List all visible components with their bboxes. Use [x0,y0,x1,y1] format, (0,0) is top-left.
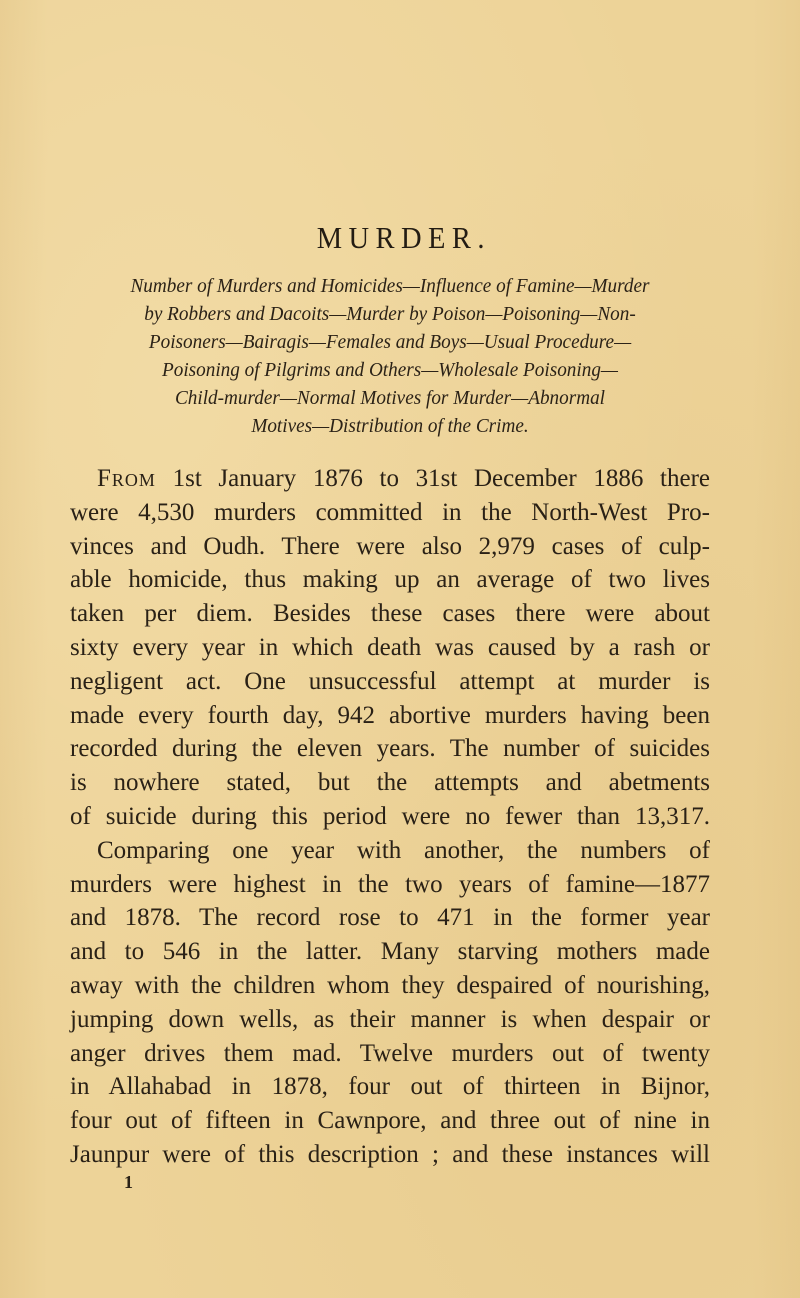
body-text [70,462,710,1172]
synopsis-line: Poisoners—Bairagis—Females and Boys—Usual Procedure— [148,331,632,353]
paragraph-2 [70,834,710,1172]
body-line: in Allahabad in 1878, four out of thirteen in Bijnor, [70,1073,710,1101]
opening-word: From [97,465,156,492]
chapter-title: MURDER. [316,220,491,255]
synopsis-line: Motives—Distribution of the Crime. [251,415,529,437]
chapter-synopsis [80,272,700,440]
body-line: made every fourth day, 942 abortive murders having been [70,701,710,729]
body-line: four out of fifteen in Cawnpore, and three out of nine in [70,1107,710,1135]
synopsis-line: Number of Murders and Homicides—Influence of Famine—Murder [130,275,650,297]
body-line: of suicide during this period were no fewer than 13,317. [70,802,710,830]
synopsis-line: Poisoning of Pilgrims and Others—Wholesale Poisoning— [162,359,618,381]
body-line: jumping down wells, as their manner is when despair or [70,1005,710,1033]
body-line: able homicide, thus making up an average of two lives [70,566,710,594]
body-line: vinces and Oudh. There were also 2,979 cases of culp- [70,532,710,560]
page-number: 1 [124,1172,133,1192]
body-line: were 4,530 murders committed in the North-West Pro- [70,498,710,526]
body-line: sixty every year in which death was caused by a rash or [70,633,710,661]
body-line: Jaunpur were of this description ; and these instances will [70,1140,710,1168]
synopsis-line: by Robbers and Dacoits—Murder by Poison—Poisoning—Non- [144,303,636,325]
first-line-rest: 1st January 1876 to 31st December 1886 there [155,465,710,492]
body-line: murders were highest in the two years of famine—1877 [70,870,710,898]
body-line: anger drives them mad. Twelve murders out of twenty [70,1039,710,1067]
body-line: Comparing one year with another, the numbers of [97,836,710,864]
body-line: negligent act. One unsuccessful attempt at murder is [70,667,710,695]
body-line: recorded during the eleven years. The number of suicides [70,735,710,763]
paragraph-1 [70,462,710,834]
body-line: and 1878. The record rose to 471 in the former year [70,904,710,932]
body-line: and to 546 in the latter. Many starving mothers made [70,938,710,966]
synopsis-line: Child-murder—Normal Motives for Murder—Abnormal [174,387,606,409]
body-line [70,462,710,496]
body-line: away with the children whom they despaired of nourishing, [70,971,710,999]
body-line: taken per diem. Besides these cases there were about [70,600,710,628]
body-line: is nowhere stated, but the attempts and abetments [70,769,710,797]
